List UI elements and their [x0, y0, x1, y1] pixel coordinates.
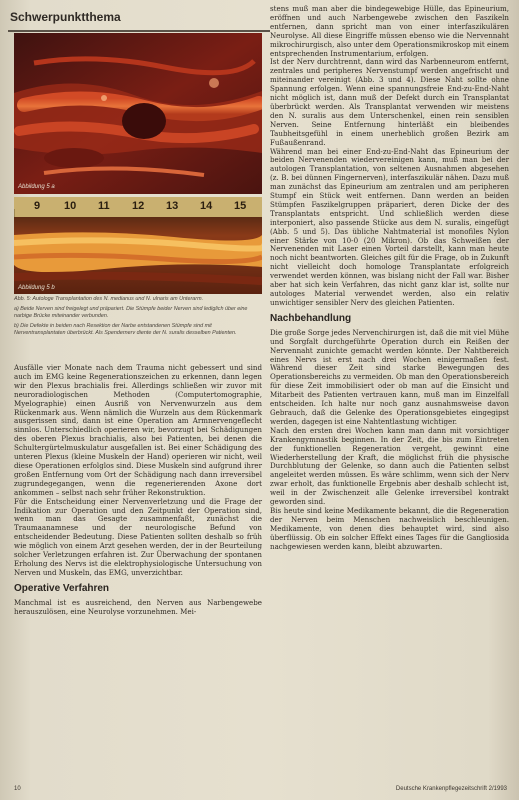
- figure-5a: [14, 33, 262, 194]
- section-header: [8, 8, 270, 32]
- ruler-number: 9: [34, 200, 41, 212]
- paragraph: Manchmal ist es ausreichend, den Nerven aus Narbengewebe herauszulösen, eine Neurolyse vorzunehmen. Mei-: [14, 597, 262, 616]
- figure-5b-label: Abbildung 5 b: [18, 285, 55, 291]
- paragraph: stens muß man aber die bindegewebige Hülle, das Epineurium, eröffnen und auch Narbengewebe zwischen den Faszikeln entfernen, dann spricht man von einer interfaszikulären Neurolyse. All diese Eingriffe müssen ebenso wie die Nervennaht mikrochirurgisch, also unter dem Operationsmikroskop mit einem entsprechenden Instrumentarium, erfolgen.: [270, 4, 509, 58]
- section-title: Schwerpunktthema: [10, 10, 121, 24]
- figure-caption: [14, 296, 262, 340]
- paragraph: Während man bei einer End-zu-End-Naht das Epineurium der beiden Nervenenden wiedervereinigen kann, muß man bei der autologen Transplantation, von seltenen Ausnahmen abgesehen (z. B. bei dünnen Fingernerven), interfaszikulär nähen. Dazu muß man zunächst das Epineurium am zentralen und am peripheren Stumpf ein Stück weit entfernen. Dann werden an beiden Stümpfen Faszikelgruppen präpariert, deren Dicke der des Transplantats entspricht. Und schließlich werden diese interponiert, also passende Stücke aus dem N. suralis, eingefügt (Abb. 5 und 5). Das übliche Nahtmaterial ist monofiles Nylon einer Stärke von 10-0 (20 Mikron). Ob das Schweißen der Nervenenden mit Laser einen Vorteil darstellt, kann man heute noch nicht beantworten. Gleiches gilt für die Frage, ob in Zukunft nicht vielleicht doch homologe Transplantate erfolgreich verwendet werden können, was bislang nicht der Fall war. Bisher aber hat sich kein Verfahren, das nicht ganz klar ist, sollte nur autologes Material verwendet werden, also ein relativ unwichtiger sensibler Nerv des gleichen Patienten.: [270, 146, 509, 307]
- ruler-number: 14: [200, 200, 213, 212]
- paragraph: Ausfälle vier Monate nach dem Trauma nicht gebessert und sind auch im EMG keine Regenerationszeichen zu erkennen, dann legen wir den Plexus brachialis frei. Allerdings schließen wir zuvor mit neuroradiologischen Methoden (Computertomographie, Myelographie) einen Ausriß von Nervenwurzeln aus dem Rückenmark aus. Wenn nämlich die Wurzeln aus dem Rückenmark ausgerissen sind, dann ist eine Operation am Armnervengeflecht sinnlos. Unterschiedlich operieren wir, bevorzugt bei Schädigungen des oberen Plexus brachialis, also bei Patienten, bei denen die Schultergürtelmuskulatur ausgefallen ist. Bei einer Schädigung des unteren Plexus (kleine Muskeln der Hand) operieren wir nicht, weil diese Operationen erfolglos sind. Diese Muskeln sind aufgrund ihrer großen Entfernung vom Ort der Schädigung nach dann irreversibel zugrundegegangen, wenn die regenerierenden Axone dort ankommen – selbst nach sehr früher Rekonstruktion.: [14, 363, 262, 497]
- paragraph: Bis heute sind keine Medikamente bekannt, die die Regeneration der Nerven beim Menschen nachweislich beschleunigen. Medikamente, von denen dies behauptet wird, sind also überflüssig. Ob ein solcher Effekt eines Tages für die Gangliosida nachgewiesen werden kann, bleibt abzuwarten.: [270, 505, 509, 551]
- heading-operative-verfahren: Operative Verfahren: [14, 582, 110, 594]
- journal-name: Deutsche Krankenpflegezeitschrift 2/1993: [395, 786, 507, 792]
- paragraph: Die große Sorge jedes Nervenchirurgen ist, daß die mit viel Mühe und Sorgfalt durchgeführte Operation durch ein Reißen der Nervennaht zunichte gemacht werden könnte. Der Nahtbereich eines Nervs ist erst nach drei Wochen einigermaßen fest. Während dieser Zeit sind starke Bewegungen des Operationsbereichs zu vermeiden. Ob man den Operationsbereich für diese Zeit immobilisiert oder ob man auf die Einsicht und Mitarbeit des Patienten vertrauen kann, muß man im Einzelfall entscheiden. Ich halte nur noch ganz ausnahmsweise davon Gebrauch, daß die Gelenke des Operationsgebietes eingegipst werden, dagegen ist eine Nahtentlastung wichtiger.: [270, 327, 509, 426]
- page-number: 10: [14, 786, 21, 792]
- heading-nachbehandlung: Nachbehandlung: [270, 312, 352, 324]
- ruler-number: 15: [234, 200, 247, 212]
- paragraph: Ist der Nerv durchtrennt, dann wird das Narbenneurom entfernt, zentrales und peripheres Nervenstumpf werden angefrischt und miteinander vereinigt (Abb. 3 und 4). Diese Naht sollte ohne Spannung erfolgen. Wenn eine spannungsfreie End-zu-End-Naht nicht möglich ist, dann muß der Defekt durch ein Transplantat überbrückt werden. Als Transplantat verwenden wir meistens den N. suralis aus dem Unterschenkel, einen rein sensiblen Nerven. Seine Entfernung hinterläßt ein bleibendes Taubheitsgefühl in einem unerheblich großen Bezirk am Fußaußenrand.: [270, 57, 509, 147]
- ruler-number: 13: [166, 200, 179, 212]
- right-column: [270, 5, 509, 551]
- figure-5a-photo: [14, 33, 262, 194]
- caption-b: b) Die Defekte in beiden nach Resektion der Narbe entstandenen Stümpfe sind mit Nerventransplantaten überbrückt. Als Spendernerv diente der N. suralis desselben Patienten.: [14, 322, 237, 337]
- left-column: [14, 364, 262, 617]
- figure-5a-label: Abbildung 5 a: [18, 184, 55, 190]
- paragraph: Nach den ersten drei Wochen kann man dann mit vorsichtiger Krankengymnastik beginnen. In der Zeit, die bis zum Eintreten der funktionellen Regeneration vergeht, gewinnt eine Wiederherstellung der Kraft, die möglichst früh die physische Durchblutung der Gelenke, so dann auch die Patienten selbst angeleitet werden müssen. Es wäre schlimm, wenn sich der Nerv zwar erholt, das funktionelle Ergebnis aber deshalb schlecht ist, weil in der Zwischenzeit alle Gelenke irreversibel kontrakt geworden sind.: [270, 425, 509, 507]
- figure-5b: [14, 197, 262, 294]
- caption-a: a) Beide Nerven sind freigelegt und präpariert. Die Stümpfe beider Nerven sind lediglich über eine narbige Brücke miteinander verbunden.: [14, 305, 248, 320]
- ruler-number: 10: [64, 200, 77, 212]
- caption-title: Abb. 5: Autologe Transplantation des N. medianus und N. ulnaris am Unterarm.: [14, 296, 204, 302]
- ruler-number: 11: [98, 200, 110, 212]
- paragraph: Für die Entscheidung einer Nervenverletzung und die Frage der Indikation zur Operation und den Zeitpunkt der Operation sind, wenn man das Gesagte zusammenfaßt, zunächst die Traumaanamnese und der neurologische Befund von entscheidender Bedeutung. Diese Patienten sollten deshalb so früh wie möglich von einem Arzt gesehen werden, der in der Beurteilung solcher Verletzungen erfahren ist. Zur Überwachung der spontanen Erholung des Nervs ist die elektrophysiologische Untersuchung von Nerven und Muskeln, das EMG, unverzichtbar.: [14, 496, 262, 577]
- ruler-number: 12: [132, 200, 145, 212]
